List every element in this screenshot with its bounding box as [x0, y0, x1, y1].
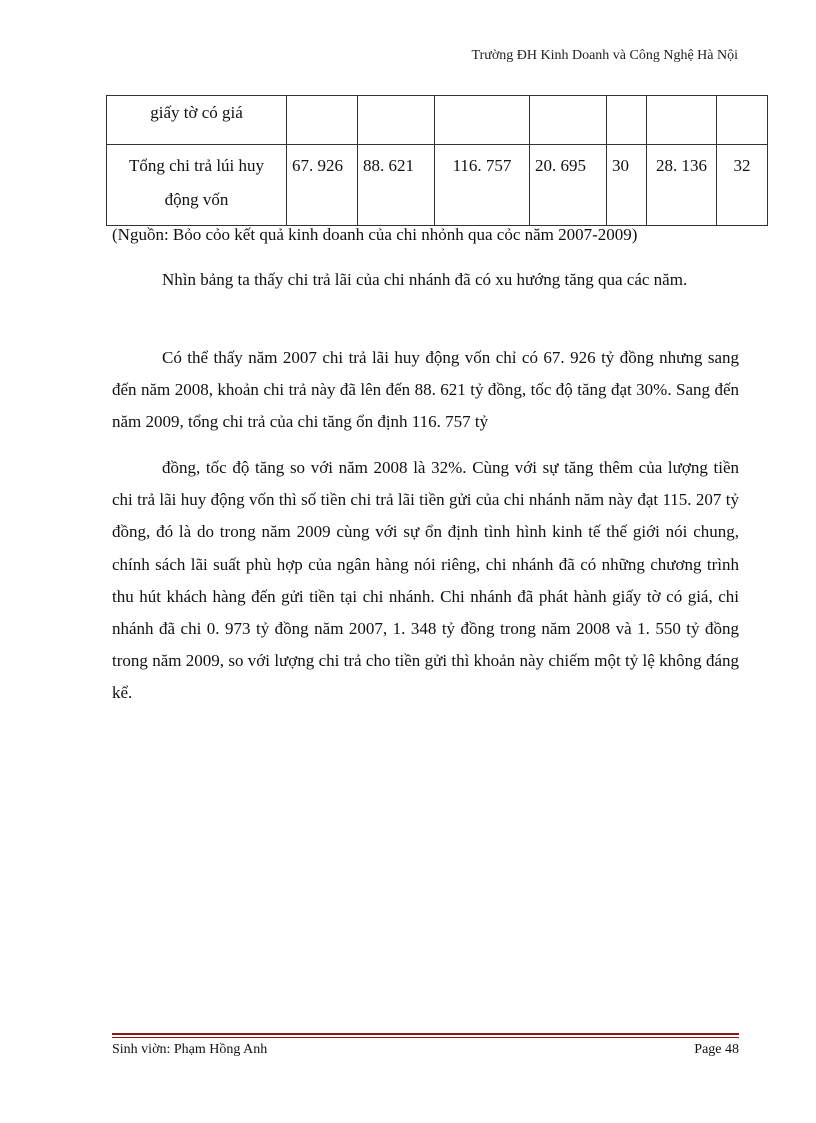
diff-2009-2008: 28. 136 — [647, 145, 717, 226]
row-label: giấy tờ có giá — [107, 96, 287, 145]
table-cell — [530, 96, 607, 145]
pct-2009-2008: 32 — [717, 145, 768, 226]
data-table — [106, 95, 768, 226]
row-label: Tổng chi trả lúi huy động vốn — [107, 145, 287, 226]
table-cell — [647, 96, 717, 145]
value-2009: 116. 757 — [435, 145, 530, 226]
footer-divider — [112, 1033, 739, 1035]
pct-2008-2007: 30 — [607, 145, 647, 226]
table-cell — [607, 96, 647, 145]
table-cell — [287, 96, 358, 145]
table-cell — [358, 96, 435, 145]
table-row — [107, 145, 768, 226]
table-cell — [435, 96, 530, 145]
paragraph: Nhìn bảng ta thấy chi trả lãi của chi nhánh đã có xu hướng tăng qua các năm. — [162, 270, 688, 289]
page-number: Page 48 — [694, 1042, 739, 1057]
table-cell — [717, 96, 768, 145]
paragraph: đồng, tốc độ tăng so với năm 2008 là 32%. Cùng với sự tăng thêm của lượng tiền chi trả lãi huy động vốn thì số tiền chi trả lãi tiền gửi của chi nhánh năm này đạt 115. 207 tỷ đồng, đó là do trong năm 2009 cùng với sự ổn định tình hình kinh tế thế giới nói chung, chính sách lãi suất phù hợp của ngân hàng nói riêng, chi nhánh đã có những chương trình thu hút khách hàng đến gửi tiền tại chi nhánh. Chi nhánh đã phát hành giấy tờ có giá, chi nhánh đã chi 0. 973 tỷ đồng năm 2007, 1. 348 tỷ đồng trong năm 2008 và 1. 550 tỷ đồng trong năm 2009, so với lượng chi trả cho tiền gửi thì khoản này chiếm một tỷ lệ không đáng kể. — [112, 458, 739, 703]
value-2008: 88. 621 — [358, 145, 435, 226]
paragraph: Có thể thấy năm 2007 chi trả lãi huy động vốn chỉ có 67. 926 tỷ đồng nhưng sang đến năm 2008, khoản chi trả này đã lên đến 88. 621 tỷ đồng, tốc độ tăng đạt 30%. Sang đến năm 2009, tổng chi trả của chi tăng ổn định 116. 757 tỷ — [112, 348, 739, 432]
footer-student: Sinh viờn: Phạm Hồng Anh — [112, 1042, 268, 1057]
page-header: Trường ĐH Kinh Doanh và Công Nghệ Hà Nội — [471, 48, 738, 63]
footer-divider — [112, 1037, 739, 1038]
table-row — [107, 96, 768, 145]
value-2007: 67. 926 — [287, 145, 358, 226]
table-source: (Nguồn: Bỏo cỏo kết quả kinh doanh của chi nhỏnh qua cỏc năm 2007-2009) — [112, 225, 638, 244]
diff-2008-2007: 20. 695 — [530, 145, 607, 226]
